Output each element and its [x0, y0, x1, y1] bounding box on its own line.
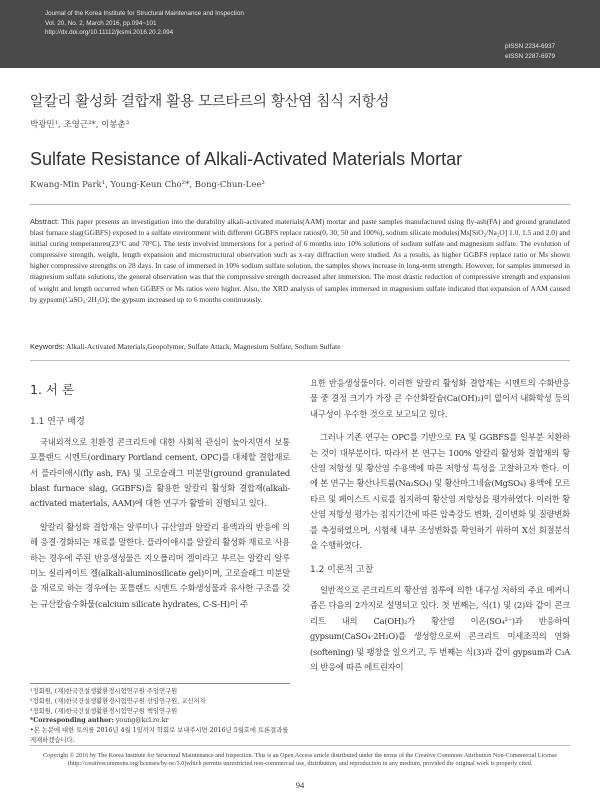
corresponding-email[interactable]: young@kcl.re.kr: [115, 717, 169, 725]
journal-name: Journal of the Korea Institute for Structural Maintenance and Inspection: [45, 10, 244, 17]
authors-korean: 박광민¹, 조영근²*, 이봉춘³: [30, 120, 130, 130]
abstract-text: This paper presents an investigation into the durability alkali-activated materials(AAM) mortar and paste samples manufactured using fly-ash(FA) and ground granulated blast furnace slag(GGBFS) exposed to a sulfate environment with different GGBFS replace ratios(0, 30, 50 and 100%), sodium silicate modules(Ms[SiO₂/Na₂O] 1.0, 1.5 and 2.0) and initial curing temperatures(23°C and 70°C). The tests involved immersions for a period of 6 months into 10% solutions of sodium sulfate and magnesium sulfate. The evolution of compressive strength, weight, length expansion and microstructural observation such as x-ray diffraction were studied. As a results, as higher GGBFS replace ratio or Ms shown higher compressive strengths on 28 days. In case of immersed in 10% sodium sulfate solution, the samples shows increase in long-term strength. However, for samples immersed in magnesium sulfate solutions, the general observation was that the compressive strength decreased after immersion. The most drastic reduction of compressive strength and expansion of weight and length occurred when GGBFS or Ms ratios were higher. Also, the XRD analysis of samples immersed in magnesium sulfate indicated that expansion of AAM caused by gypsum(CaSO₄·2H₂O); the gypsum increased up to 6 months continuously.: [30, 217, 570, 304]
footnote-1: ¹정회원, (재)한국건설생활환경시험연구원 주임연구원: [30, 688, 178, 695]
title-korean: 알칼리 활성화 결합재 활용 모르타르의 황산염 침식 저항성: [30, 94, 390, 110]
footnote-2: ²정회원, (재)한국건설생활환경시험연구원 선임연구원, 교신저자: [30, 697, 206, 705]
journal-doi[interactable]: http://dx.doi.org/10.11112/jksmi.2016.20.2.094: [45, 29, 174, 36]
discussion-note: •본 논문에 대한 토의를 2016년 4월 1일까지 학회로 보내주시면 2016년 5월호에 토론결과를 게재하겠습니다.: [30, 727, 289, 744]
divider-top: [30, 204, 570, 205]
paragraph: 국내외적으로 친환경 콘크리트에 대한 사회적 관심이 높아지면서 보통 포틀랜드 시멘트(ordinary Portland cement, OPC)를 대체할 결합재로서 플라이애시(fly ash, FA) 및 고로슬래그 미분말(ground granulated blast furnace slag, GGBFS)을 활용한 알칼리 활성화 결합재(alkali-activated materials, AAM)에 대한 연구가 활발히 진행되고 있다.: [30, 436, 290, 509]
keywords-text: Alkali-Activated Materials,Geopolymer, Sulfate Attack, Magnesium Sulfate, Sodium Sulfate: [65, 342, 341, 351]
issn-info: [505, 42, 555, 61]
divider-abstract: [30, 360, 570, 361]
authors-english: Kwang-Min Park¹, Young-Keun Cho²*, Bong-Chun-Lee³: [30, 180, 265, 190]
footnote-3: ³정회원, (재)한국건설생활환경시험연구원 책임연구원: [30, 707, 178, 715]
section-1-2-heading: 1.2 이론적 고찰: [310, 565, 374, 576]
copyright-notice: Copyright © 2016 by The Korea Institute for Structural Maintenance and Inspection. This is an Open Access article distributed under the terms of the Creative Commons Attribution Non-Commercial License (http://creativecommons.org/licenses/by-nc/3.0)which permits unrestricted non-commercial use, distribution, and reproduction in any medium, provided the original work is properly cited.: [43, 752, 557, 768]
page-number: 94: [295, 780, 305, 790]
eissn: eISSN 2287-6979: [504, 52, 555, 60]
column-right: [310, 376, 570, 675]
footnote-rule: [30, 683, 290, 684]
abstract-label: Abstract:: [30, 217, 60, 226]
title-english: Sulfate Resistance of Alkali-Activated Materials Mortar: [30, 149, 463, 169]
section-1-1-heading: 1.1 연구 배경: [30, 417, 85, 428]
keywords: [30, 342, 570, 351]
keywords-label: Keywords:: [30, 342, 65, 351]
paragraph: 일반적으로 콘크리트의 황산염 침투에 의한 내구성 저하의 주요 메커니즘은 다음의 2가지로 설명되고 있다. 첫 번째는, 식(1) 및 (2)와 같이 콘크리트 내의 Ca(OH)₂가 황산염 이온(SO₄²⁻)과 반응하여 gypsum(CaSO₄·2H₂O)를 생성함으로써 콘크리트 미세조직의 연화(softening) 및 팽창을 일으키고, 두 번째는 식(3)과 같이 gypsum과 C₃A의 반응에 따른 에트린자이: [310, 584, 570, 672]
abstract: [30, 216, 570, 305]
footnotes: [30, 683, 290, 746]
column-left: [30, 376, 290, 612]
paragraph: 그러나 기존 연구는 OPC를 기반으로 FA 및 GGBFS를 일부분 치환하는 것이 대부분이다. 따라서 본 연구는 100% 알칼리 활성화 결합재의 황산염 저항성 및 황산염 수용액에 따른 저항성 특성을 고찰하고자 한다. 이에 본 연구는 황산나트륨(Na₂SO₄) 및 황산마그네슘(MgSO₄) 용액에 모르타르 및 페이스트 시료를 침지하여 황산염 저항성을 평가하였다. 이러한 황산염 저항성 평가는 침지기간에 따른 압축강도 변화, 길이변화 및 질량변화를 측정하였으며, 시험체 내부 조성변화를 확인하기 위하여 X선 회절분석을 수행하였다.: [310, 432, 570, 551]
journal-header-bar: [0, 0, 600, 68]
corresponding-author: [30, 716, 290, 726]
journal-info: [45, 9, 244, 38]
divider-bottom: [30, 745, 570, 746]
pissn: pISSN 2234-6937: [504, 43, 555, 50]
paragraph: 알칼리 활성화 결합재는 알루미나 규산염과 알칼리 용액과의 반응에 의해 응결·경화되는 재료를 말한다. 플라이애시를 알칼리 활성화 재료로 사용하는 경우에 주된 반응생성물은 지오폴리머 겔이라고 부르는 알칼리 알루미노 실리케이트 겔(alkali-aluminosilicate gel)이며, 고로슬래그 미분말을 재료로 하는 경우에는 포틀랜드 시멘트 수화생성물과 유사한 구조를 갖는 규산칼슘수화물(calcium silicate hydrates, C-S-H)이 주: [30, 521, 290, 609]
corresponding-label: *Corresponding author:: [30, 717, 114, 725]
journal-volume: Vol. 20, No. 2, March 2016, pp.094~101: [45, 19, 157, 27]
paragraph: 요한 반응생성물이다. 이러한 알칼리 활성화 결합재는 시멘트의 수화반응물 중 결정 크기가 가장 큰 수산화칼슘(Ca(OH)₂)이 없어서 내화학성 등의 내구성이 우수한 것으로 보고되고 있다.: [310, 378, 570, 419]
section-1-heading: 1. 서 론: [30, 382, 75, 397]
